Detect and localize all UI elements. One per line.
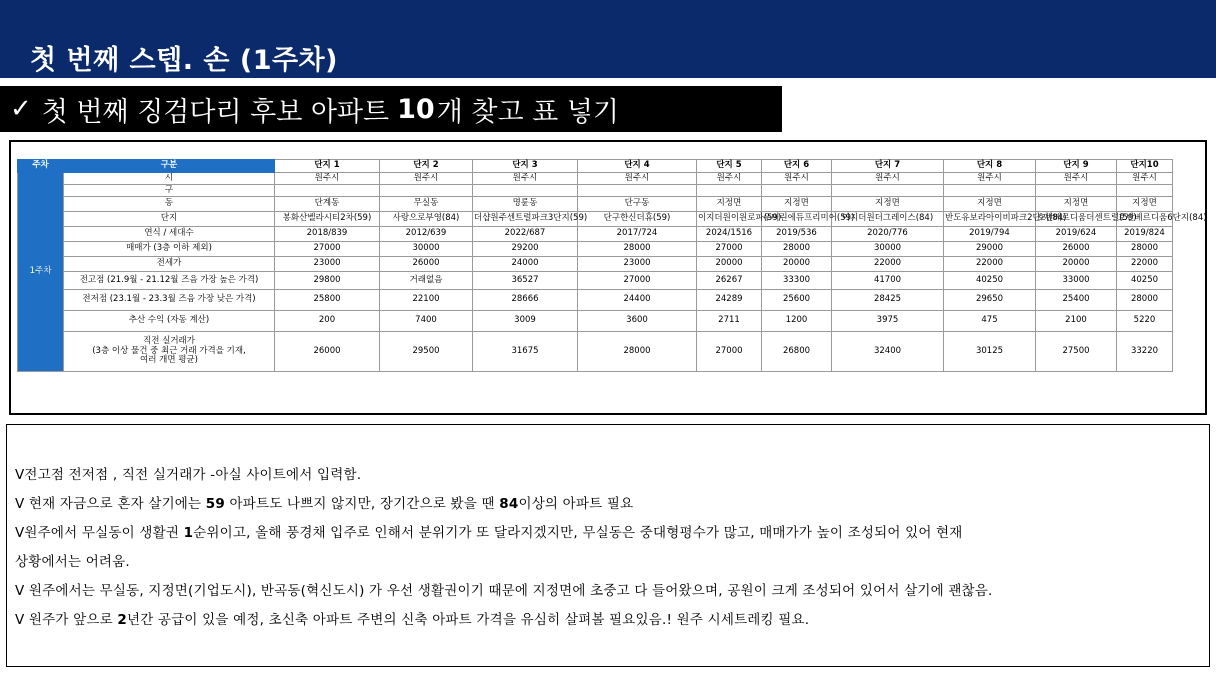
- table-cell: 40250: [1117, 272, 1173, 290]
- table-cell: 명륜동: [473, 197, 578, 212]
- table-row: [18, 227, 1173, 242]
- row-label: 연식 / 세대수: [64, 227, 275, 242]
- table-cell: 지정면: [832, 197, 944, 212]
- table-cell: 거래없음: [380, 272, 473, 290]
- subtitle-text-a: 첫 번째 징검다리 후보 아파트: [41, 96, 390, 128]
- row-label: [64, 332, 275, 372]
- table-cell: 30000: [380, 242, 473, 257]
- notes-frame: [6, 424, 1210, 667]
- table-cell: 지정면: [944, 197, 1036, 212]
- header-bar: [0, 0, 1216, 78]
- table-cell: 2020/776: [832, 227, 944, 242]
- note-emphasis: 2: [117, 612, 127, 628]
- table-cell: 475: [944, 311, 1036, 332]
- header-complex-9: 단지 9: [1036, 160, 1117, 173]
- table-cell: 32400: [832, 332, 944, 372]
- table-cell: 원주시: [1036, 173, 1117, 185]
- table-cell: 7400: [380, 311, 473, 332]
- header-complex-8: 단지 8: [944, 160, 1036, 173]
- table-cell: 22000: [944, 257, 1036, 272]
- header-complex-6: 단지 6: [762, 160, 832, 173]
- table-cell: [697, 185, 762, 197]
- header-complex-1: 단지 1: [275, 160, 380, 173]
- header-complex-7: 단지 7: [832, 160, 944, 173]
- table-cell: [380, 185, 473, 197]
- table-cell: 41700: [832, 272, 944, 290]
- row-label: 전세가: [64, 257, 275, 272]
- table-row: [18, 242, 1173, 257]
- apartment-table: [17, 159, 1207, 372]
- table-cell: 31675: [473, 332, 578, 372]
- table-cell: 20000: [697, 257, 762, 272]
- table-row: [18, 290, 1173, 311]
- table-row: [18, 257, 1173, 272]
- table-cell: [762, 185, 832, 197]
- note-text: 년간 공급이 있을 예정, 초신축 아파트 주변의 신축 아파트 가격을 유심히 살펴볼 필요있음.! 원주 시세트레킹 필요.: [126, 612, 810, 628]
- row-label: 전저점 (23.1월 - 23.3월 즈음 가장 낮은 가격): [64, 290, 275, 311]
- table-cell: 호반베르디움6단지(84): [1117, 212, 1173, 227]
- table-cell: 28000: [762, 242, 832, 257]
- table-cell: 3009: [473, 311, 578, 332]
- table-cell: 지정면: [697, 197, 762, 212]
- table-cell: 25400: [1036, 290, 1117, 311]
- table-cell: [578, 185, 697, 197]
- table-header-row: [18, 160, 1173, 173]
- table-cell: 27000: [697, 332, 762, 372]
- table-cell: 2018/839: [275, 227, 380, 242]
- header-week: 주차: [18, 160, 64, 173]
- table-cell: 지정면: [1036, 197, 1117, 212]
- note-line: [15, 606, 1205, 635]
- table-cell: [1117, 185, 1173, 197]
- table-cell: 단구동: [578, 197, 697, 212]
- row-label-line: 직전 실거래가: [143, 335, 195, 346]
- table-cell: 22000: [832, 257, 944, 272]
- subtitle-count: 10: [397, 93, 435, 125]
- table-cell: 우미린에듀프리미어(59): [762, 212, 832, 227]
- table-cell: 20000: [1036, 257, 1117, 272]
- table-cell: 원주시: [944, 173, 1036, 185]
- table-cell: 28000: [578, 242, 697, 257]
- table-cell: 원주시: [578, 173, 697, 185]
- row-label: 시: [64, 173, 275, 185]
- check-icon: ✓: [10, 94, 32, 124]
- table-cell: 3975: [832, 311, 944, 332]
- note-text: 순위이고, 올해 풍경채 입주로 인해서 분위기가 또 달라지겠지만, 무실동은 중대형평수가 많고, 매매가가 높이 조성되어 있어 현재: [193, 525, 963, 541]
- header-complex-5: 단지 5: [697, 160, 762, 173]
- table-cell: 22100: [380, 290, 473, 311]
- table-frame: [9, 140, 1207, 415]
- table-cell: 단계동: [275, 197, 380, 212]
- table-cell: 원주시: [275, 173, 380, 185]
- table-cell: 33300: [762, 272, 832, 290]
- table-row: [18, 212, 1173, 227]
- notes: [15, 461, 1205, 635]
- table-row: [18, 197, 1173, 212]
- note-emphasis: 59: [205, 496, 225, 512]
- table-cell: 28000: [1117, 242, 1173, 257]
- table-cell: 23000: [578, 257, 697, 272]
- table-cell: 원주시: [697, 173, 762, 185]
- table-cell: 무실동: [380, 197, 473, 212]
- subtitle-text-c: 개 찾고 표 넣기: [436, 96, 619, 128]
- table-cell: 호반베르디움더센트럴(59): [1036, 212, 1117, 227]
- table-cell: 22000: [1117, 257, 1173, 272]
- note-text: 상황에서는 어려움.: [15, 554, 130, 570]
- table-cell: 2012/639: [380, 227, 473, 242]
- table-cell: [944, 185, 1036, 197]
- table-cell: 29500: [380, 332, 473, 372]
- table-cell: 2711: [697, 311, 762, 332]
- table-cell: 봉화산벨라시티2차(59): [275, 212, 380, 227]
- table-cell: 27000: [578, 272, 697, 290]
- table-cell: 28000: [1117, 290, 1173, 311]
- table-cell: 33220: [1117, 332, 1173, 372]
- table-row: [18, 173, 1173, 185]
- table-cell: 25600: [762, 290, 832, 311]
- table-cell: 2100: [1036, 311, 1117, 332]
- table-cell: 28666: [473, 290, 578, 311]
- table-cell: 이지더원이원로파(59): [697, 212, 762, 227]
- table-cell: 33000: [1036, 272, 1117, 290]
- table-cell: 2022/687: [473, 227, 578, 242]
- table-cell: 28425: [832, 290, 944, 311]
- table-cell: 20000: [762, 257, 832, 272]
- note-line: [15, 519, 1205, 548]
- table-cell: 26000: [275, 332, 380, 372]
- table-cell: 지정면: [1117, 197, 1173, 212]
- note-line: [15, 461, 1205, 490]
- table-cell: 사랑으로부영(84): [380, 212, 473, 227]
- table-cell: [832, 185, 944, 197]
- table-cell: 3600: [578, 311, 697, 332]
- table-cell: 이지더원더그레이스(84): [832, 212, 944, 227]
- row-label: 단지: [64, 212, 275, 227]
- row-label: 추산 수익 (자동 계산): [64, 311, 275, 332]
- note-text: 이상의 아파트 필요: [518, 496, 634, 512]
- table-cell: 40250: [944, 272, 1036, 290]
- table-cell: 2017/724: [578, 227, 697, 242]
- table-cell: 26000: [380, 257, 473, 272]
- table-cell: 27000: [697, 242, 762, 257]
- table-cell: 26267: [697, 272, 762, 290]
- table-cell: 5220: [1117, 311, 1173, 332]
- note-line: [15, 548, 1205, 577]
- note-text: V 원주가 앞으로: [15, 612, 118, 628]
- week-cell: 1주차: [18, 173, 64, 372]
- table-row: [18, 272, 1173, 290]
- table-cell: 28000: [578, 332, 697, 372]
- table-cell: 26800: [762, 332, 832, 372]
- table-cell: 25800: [275, 290, 380, 311]
- table-cell: 단구한신더휴(59): [578, 212, 697, 227]
- table-cell: 27500: [1036, 332, 1117, 372]
- table-cell: 23000: [275, 257, 380, 272]
- table-cell: 24289: [697, 290, 762, 311]
- table-cell: 2019/624: [1036, 227, 1117, 242]
- table-cell: 29650: [944, 290, 1036, 311]
- table-cell: 원주시: [1117, 173, 1173, 185]
- page-title: 첫 번째 스텝. 손 (1주차): [30, 45, 338, 76]
- note-text: V 원주에서는 무실동, 지정면(기업도시), 반곡동(혁신도시) 가 우선 생활권이기 때문에 지정면에 초중고 다 들어왔으며, 공원이 크게 조성되어 있어서 살기에 괜찮음.: [15, 583, 993, 599]
- table-cell: 2024/1516: [697, 227, 762, 242]
- subtitle-banner: [0, 86, 782, 132]
- note-line: [15, 577, 1205, 606]
- table-cell: 2019/794: [944, 227, 1036, 242]
- header-complex-3: 단지 3: [473, 160, 578, 173]
- table-cell: 36527: [473, 272, 578, 290]
- header-complex-4: 단지 4: [578, 160, 697, 173]
- table-cell: 24000: [473, 257, 578, 272]
- row-label-line: 여러 개면 평균): [140, 355, 198, 366]
- table-cell: [1036, 185, 1117, 197]
- table-cell: [275, 185, 380, 197]
- note-text: V 현재 자금으로 혼자 살기에는: [15, 496, 206, 512]
- table-cell: 더샵원주센트럴파크3단지(59): [473, 212, 578, 227]
- row-label: 매매가 (3층 이하 제외): [64, 242, 275, 257]
- note-text: 아파트도 나쁘지 않지만, 장기간으로 봤을 땐: [224, 496, 500, 512]
- table-cell: 26000: [1036, 242, 1117, 257]
- note-line: [15, 490, 1205, 519]
- table-cell: 반도유보라아이비파크2단지(84): [944, 212, 1036, 227]
- note-text: V원주에서 무실동이 생활권: [15, 525, 184, 541]
- table-cell: 29800: [275, 272, 380, 290]
- table-cell: 24400: [578, 290, 697, 311]
- note-emphasis: 84: [499, 496, 519, 512]
- table-cell: 원주시: [832, 173, 944, 185]
- row-label: 전고점 (21.9월 - 21.12월 즈음 가장 높은 가격): [64, 272, 275, 290]
- table-cell: [473, 185, 578, 197]
- table-cell: 27000: [275, 242, 380, 257]
- table-cell: 원주시: [762, 173, 832, 185]
- table-cell: 원주시: [380, 173, 473, 185]
- table-cell: 2019/824: [1117, 227, 1173, 242]
- note-emphasis: 1: [183, 525, 194, 541]
- table-row: [18, 332, 1173, 372]
- header-category: 구분: [64, 160, 275, 173]
- table-row: [18, 185, 1173, 197]
- table-cell: 30000: [832, 242, 944, 257]
- table-cell: 1200: [762, 311, 832, 332]
- row-label-line: (3층 이상 물건 중 최근 거래 가격을 기재,: [92, 345, 246, 356]
- row-label: 구: [64, 185, 275, 197]
- header-complex-10: 단지10: [1117, 160, 1173, 173]
- table-cell: 30125: [944, 332, 1036, 372]
- table-cell: 200: [275, 311, 380, 332]
- table-cell: 지정면: [762, 197, 832, 212]
- table-cell: 2019/536: [762, 227, 832, 242]
- header-complex-2: 단지 2: [380, 160, 473, 173]
- note-text: V전고점 전저점 , 직전 실거래가 -아실 사이트에서 입력함.: [15, 467, 362, 483]
- table-cell: 29000: [944, 242, 1036, 257]
- table-row: [18, 311, 1173, 332]
- table-cell: 29200: [473, 242, 578, 257]
- table-cell: 원주시: [473, 173, 578, 185]
- row-label: 동: [64, 197, 275, 212]
